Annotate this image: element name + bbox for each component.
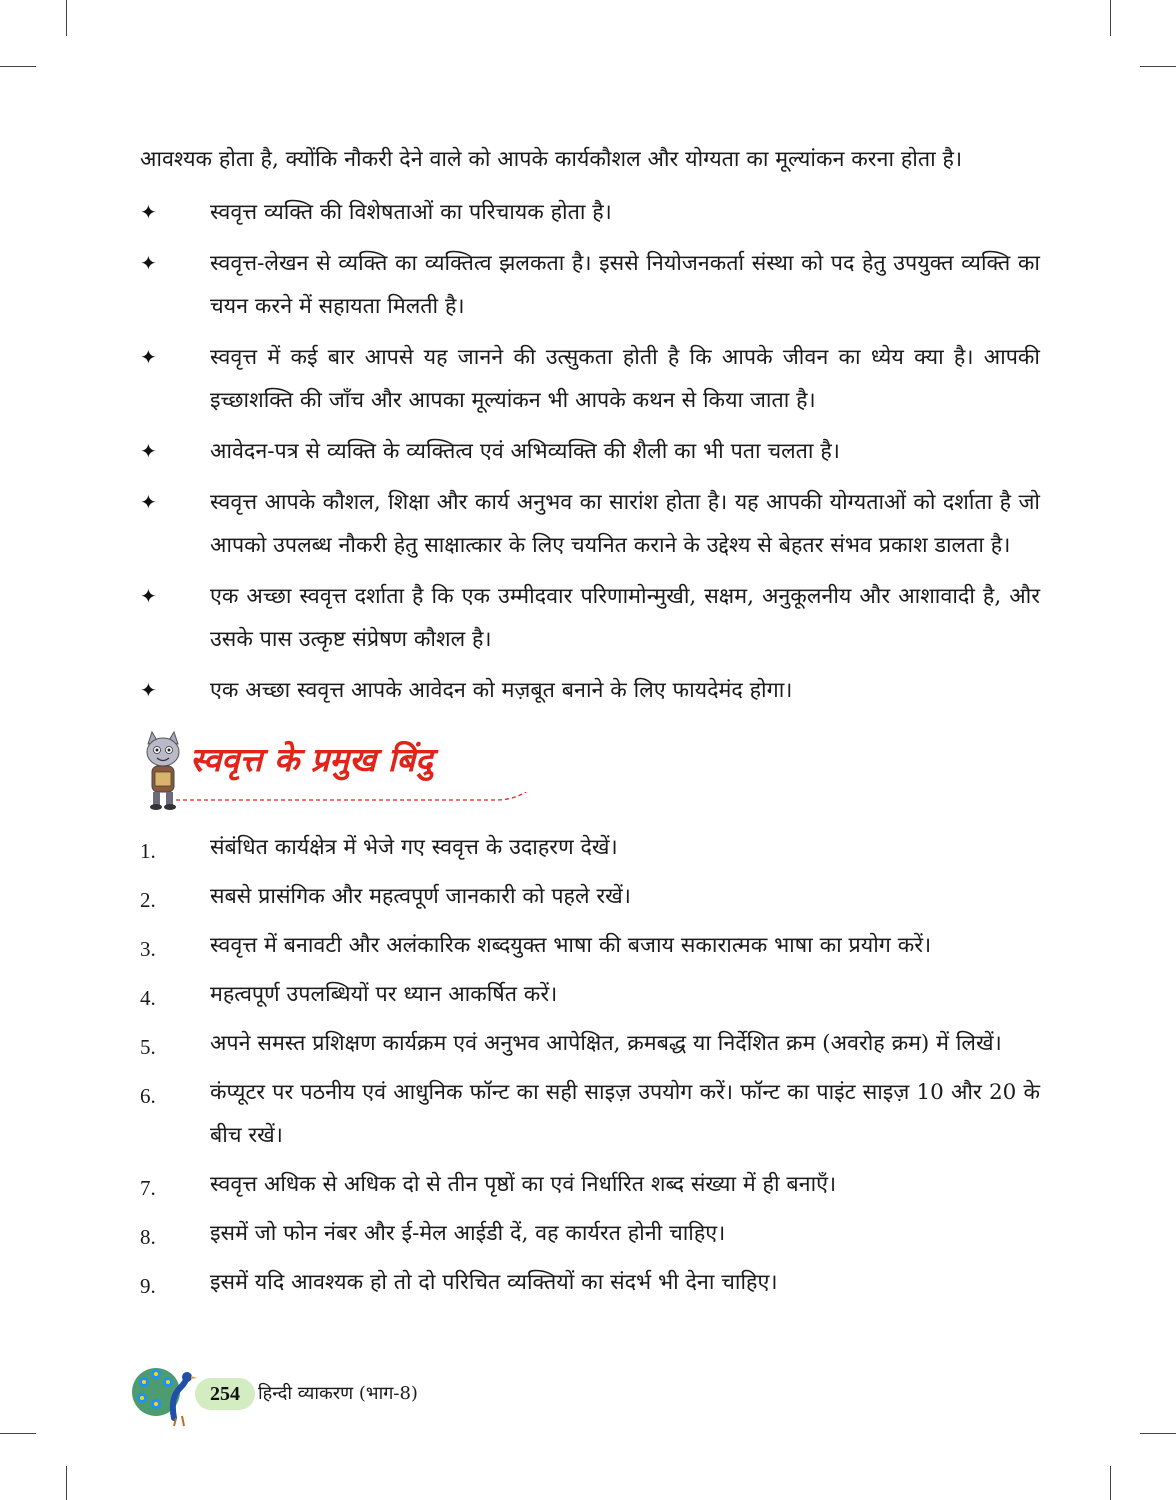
item-text: स्ववृत्त अधिक से अधिक दो से तीन पृष्ठों का एवं निर्धारित शब्द संख्या में ही बनाएँ। (210, 1172, 837, 1197)
bullet-item (140, 669, 1040, 712)
list-item (140, 875, 1040, 918)
bullet-list (140, 191, 1040, 712)
item-text: महत्वपूर्ण उपलब्धियों पर ध्यान आकर्षित करें। (210, 982, 558, 1007)
crop-mark-bottom-left-v (66, 1466, 67, 1500)
bullet-item (140, 336, 1040, 422)
page-content (140, 138, 1040, 1310)
list-item (140, 1022, 1040, 1065)
bullet-text: एक अच्छा स्ववृत्त दर्शाता है कि एक उम्मीदवार परिणामोन्मुखी, सक्षम, अनुकूलनीय और आशावादी है, और उसके पास उत्कृष्ट संप्रेषण कौशल है। (210, 584, 1040, 652)
item-text: सबसे प्रासंगिक और महत्वपूर्ण जानकारी को पहले रखें। (210, 884, 631, 909)
list-item (140, 1163, 1040, 1206)
bullet-text: एक अच्छा स्ववृत्त आपके आवेदन को मज़बूत बनाने के लिए फायदेमंद होगा। (210, 678, 793, 703)
star-bullet-icon: ✦ (140, 251, 157, 275)
item-number: 6. (140, 1084, 156, 1108)
star-bullet-icon: ✦ (140, 678, 157, 702)
crop-mark-top-left-h (0, 66, 36, 67)
crop-mark-bottom-right-h (1140, 1433, 1176, 1434)
star-bullet-icon: ✦ (140, 439, 157, 463)
crop-mark-bottom-right-v (1110, 1466, 1111, 1500)
bullet-text: आवेदन-पत्र से व्यक्ति के व्यक्तित्व एवं अभिव्यक्ति की शैली का भी पता चलता है। (210, 439, 840, 464)
bullet-text: स्ववृत्त व्यक्ति की विशेषताओं का परिचायक होता है। (210, 200, 612, 225)
item-text: इसमें जो फोन नंबर और ई-मेल आईडी दें, वह कार्यरत होनी चाहिए। (210, 1221, 726, 1246)
bullet-item (140, 481, 1040, 567)
heading-dashed-underline (176, 792, 546, 812)
item-text: इसमें यदि आवश्यक हो तो दो परिचित व्यक्तियों का संदर्भ भी देना चाहिए। (210, 1270, 778, 1295)
item-text: संबंधित कार्यक्षेत्र में भेजे गए स्ववृत्त के उदाहरण देखें। (210, 835, 618, 860)
list-item (140, 1261, 1040, 1304)
bullet-item (140, 575, 1040, 661)
list-item (140, 924, 1040, 967)
item-number: 1. (140, 839, 156, 863)
bullet-item (140, 191, 1040, 234)
star-bullet-icon: ✦ (140, 490, 157, 514)
item-number: 4. (140, 986, 156, 1010)
page-number: 254 (195, 1378, 255, 1410)
item-text: कंप्यूटर पर पठनीय एवं आधुनिक फॉन्ट का सही साइज़ उपयोग करें। फॉन्ट का पाइंट साइज़ 10 और 20 के बीच रखें। (210, 1080, 1040, 1148)
section-heading: स्ववृत्त के प्रमुख बिंदु (190, 740, 433, 779)
star-bullet-icon: ✦ (140, 584, 157, 608)
item-number: 3. (140, 937, 156, 961)
book-title: हिन्दी व्याकरण (भाग-8) (258, 1383, 418, 1404)
bullet-item (140, 430, 1040, 473)
item-number: 5. (140, 1035, 156, 1059)
section-heading-box (140, 726, 1040, 826)
item-number: 8. (140, 1225, 156, 1249)
list-item (140, 1071, 1040, 1157)
crop-mark-bottom-left-h (0, 1433, 36, 1434)
item-number: 7. (140, 1176, 156, 1200)
bullet-text: स्ववृत्त-लेखन से व्यक्ति का व्यक्तित्व झलकता है। इससे नियोजनकर्ता संस्था को पद हेतु उपयुक्त व्यक्ति का चयन करने में सहायता मिलती है। (210, 251, 1040, 319)
crop-mark-top-right-v (1110, 0, 1111, 36)
numbered-list (140, 826, 1040, 1304)
list-item (140, 973, 1040, 1016)
item-number: 9. (140, 1274, 156, 1298)
star-bullet-icon: ✦ (140, 345, 157, 369)
item-number: 2. (140, 888, 156, 912)
item-text: स्ववृत्त में बनावटी और अलंकारिक शब्दयुक्त भाषा की बजाय सकारात्मक भाषा का प्रयोग करें। (210, 933, 932, 958)
bullet-text: स्ववृत्त आपके कौशल, शिक्षा और कार्य अनुभव का सारांश होता है। यह आपकी योग्यताओं को दर्शाता है जो आपको उपलब्ध नौकरी हेतु साक्षात्कार के लिए चयनित कराने के उद्देश्य से बेहतर संभव प्रकाश डालता है। (210, 490, 1040, 558)
list-item (140, 826, 1040, 869)
bullet-text: स्ववृत्त में कई बार आपसे यह जानने की उत्सुकता होती है कि आपके जीवन का ध्येय क्या है। आपकी इच्छाशक्ति की जाँच और आपका मूल्यांकन भी आपके कथन से किया जाता है। (210, 345, 1040, 413)
intro-paragraph: आवश्यक होता है, क्योंकि नौकरी देने वाले को आपके कार्यकौशल और योग्यता का मूल्यांकन करना होता है। (140, 147, 963, 172)
item-text: अपने समस्त प्रशिक्षण कार्यक्रम एवं अनुभव आपेक्षित, क्रमबद्ध या निर्देशित क्रम (अवरोह क्रम) में लिखें। (210, 1031, 1002, 1056)
crop-mark-top-left-v (66, 0, 67, 36)
page-footer (130, 1358, 630, 1428)
bullet-item (140, 242, 1040, 328)
list-item (140, 1212, 1040, 1255)
star-bullet-icon: ✦ (140, 200, 157, 224)
crop-mark-top-right-h (1140, 66, 1176, 67)
